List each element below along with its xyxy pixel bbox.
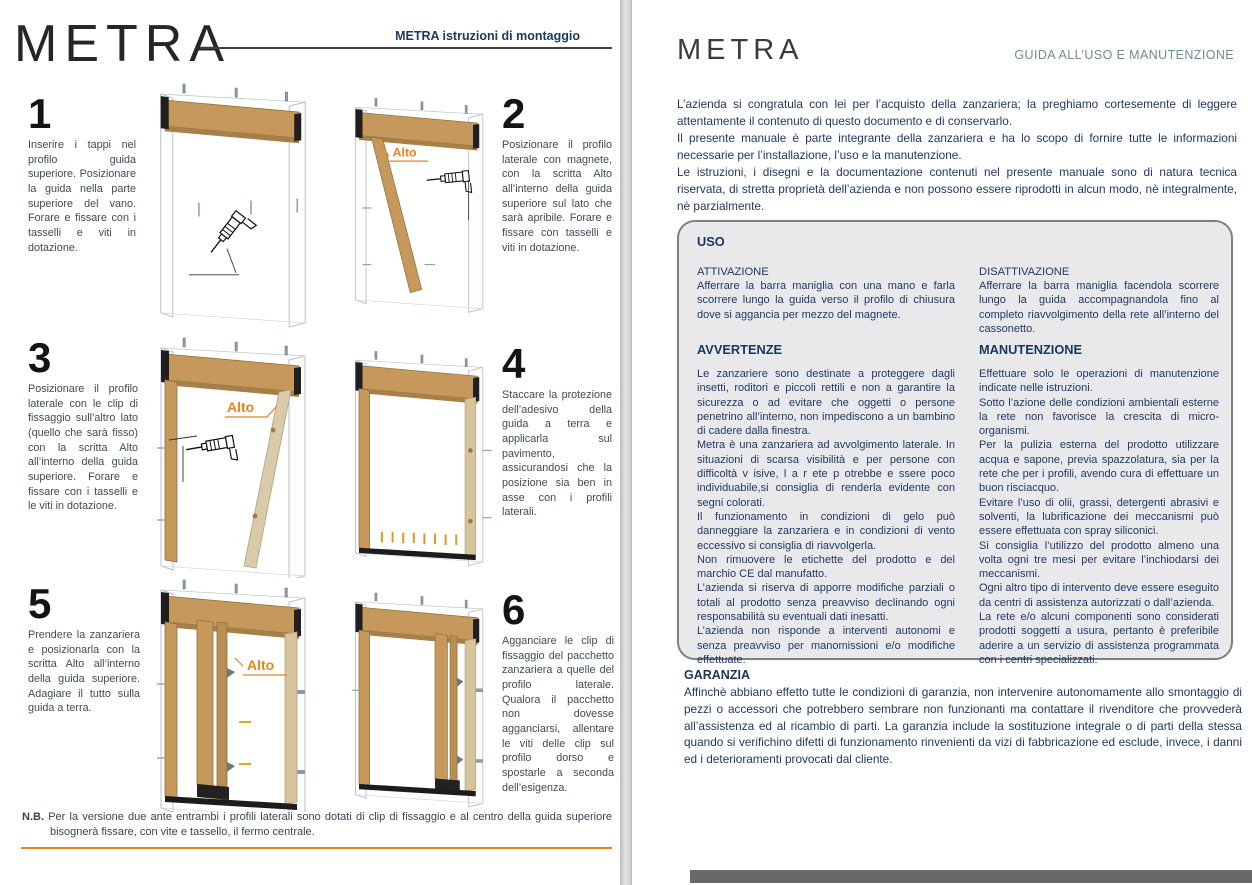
drill-icon: [426, 170, 471, 197]
intro-paragraphs: [677, 96, 1237, 215]
step-4-text: Staccare la protezione dell’adesivo della guida a terra e applicarla sul pavimento, assicurandosi che la posizione sia ben in asse con i profili laterali.: [502, 388, 612, 519]
note-label: N.B.: [22, 811, 44, 823]
attivazione-text: Afferrare la barra maniglia con una mano e farla scorrere lungo la guida verso il profilo di chiusura dove si aggancia per mezzo del magnete.: [697, 280, 955, 321]
step-5-number: 5: [28, 580, 52, 627]
drill-icon: [185, 435, 238, 468]
step-2-text: Posizionare il profilo laterale con magnete, con la scritta Alto all’interno della guida superiore sul lato che sarà apribile. Forare e fissare con tasselli e viti in dotazione.: [502, 138, 612, 254]
diagram-step-3: [138, 330, 330, 578]
avvertenze-p1: Le zanzariere sono destinate a proteggere dagli insetti, roditori e piccoli rettili e non a garantire la sicurezza o ad evitare che oggetti o persone penetrino all’interno, non impediscono a un bambino di cadere dalla finestra.: [697, 368, 955, 438]
avvertenze-p6: L’azienda non risponde a interventi autonomi e senza preavviso per manomissioni e/o modifiche effettuate.: [697, 625, 955, 666]
manutenzione-p1: Effettuare solo le operazioni di manutenzione indicate nelle istruzioni.: [979, 368, 1219, 395]
step-1-text: Inserire i tappi nel profilo guida superiore. Posizionare la guida nella parte superiore del vano. Forare e fissare con i tasselli e viti in dotazione.: [28, 138, 136, 254]
step-1-number: 1: [28, 90, 52, 137]
garanzia-title: GARANZIA: [684, 668, 750, 682]
garanzia-section: [684, 668, 1242, 768]
note-text: Per la versione due ante entrambi i profili laterali sono dotati di clip di fissaggio e al centro della guida superiore bisognerà fissare, con vite e tassello, il fermo centrale.: [48, 811, 612, 839]
step-4: [502, 340, 612, 520]
intro-p3: Le istruzioni, i disegni e la documentazione contenuti nel presente manuale sono di natura tecnica riservata, di stretta proprietà dell’azienda e non possono essere riprodotti in alcun modo, nè integralmente, nè parzialmente.: [677, 164, 1237, 213]
mesh-pack: [435, 634, 463, 792]
manutenzione-p4: Evitare l’uso di olii, grassi, detergenti abrasivi e solventi, la lubrificazione dei meccanismi può essere effettuata con spray siliconici.: [979, 496, 1219, 538]
alto-label: [235, 657, 287, 675]
manutenzione-p2: Sotto l’azione delle condizioni ambientali esterne la rete non favorisce la crescita di micro-organismi.: [979, 396, 1219, 438]
intro-p1: L’azienda si congratula con lei per l’acquisto della zanzariera; la preghiamo cortesemente di leggere attentamente il contenuto di questo documento e di conservarlo.: [677, 97, 1237, 128]
step-3-number: 3: [28, 334, 52, 381]
step-1: [28, 90, 136, 255]
step-6: [502, 586, 614, 795]
metra-logo-left: METRA: [14, 15, 231, 73]
header-rule: [200, 47, 612, 49]
svg-text:Alto: Alto: [227, 399, 255, 415]
avvertenze-title: AVVERTENZE: [697, 342, 783, 357]
page-montaggio: [0, 0, 620, 885]
disattivazione-title: DISATTIVAZIONE: [979, 266, 1070, 278]
uso-title: USO: [697, 234, 725, 249]
step-6-text: Agganciare le clip di fissaggio del pacchetto zanzariera a quelle del profilo laterale. Qualora il pacchetto non dovesse agganciarsi, allentare le viti delle clip sul profilo dorso e spostarle a seconda dell’esigenza.: [502, 634, 614, 794]
floor-guide: [359, 548, 476, 560]
right-profile: [465, 397, 476, 556]
uso-section: [697, 234, 955, 249]
note-block: [22, 810, 612, 841]
footer-bar: [690, 870, 1252, 883]
attivazione-section: [697, 266, 955, 322]
diagram-step-2: [336, 76, 504, 332]
disattivazione-section: [979, 266, 1219, 336]
avvertenze-p2: Metra è una zanzariera ad avvolgimento laterale. In situazioni di scarsa visibilità e per persone con difficoltà v isive, l a r ete p otrebbe e ssere poco individuabile,si consiglia di renderla evidente con segni colorati.: [697, 439, 955, 509]
guide-header-title: GUIDA ALL’USO E MANUTENZIONE: [1014, 48, 1234, 62]
step-3-text: Posizionare il profilo laterale con le clip di fissaggio sull’altro lato (quello che sarà fisso) con la scritta Alto all’interno della guida superiore. Forare e fissare con i tasselli e le viti in dotazione.: [28, 382, 138, 513]
step-5: [28, 580, 140, 716]
manutenzione-p7: La rete e/o alcuni componenti sono considerati prodotti soggetti a usura, pertanto è preferibile aderire a un servizio di assistenza programmata con i centri specializzati.: [979, 611, 1219, 666]
left-profile: [165, 380, 177, 562]
avvertenze-section: [697, 342, 955, 667]
footer-rule-orange: [21, 847, 612, 849]
alto-label: [382, 144, 428, 161]
garanzia-text: Affinchè abbiano effetto tutte le condizioni di garanzia, non intervenire autonomamente allo smontaggio di pezzi o accessori che potrebbero sembrare non funzionanti ma contattare il rivenditore che provvederà all’assistenza ed al ricambio di parti. La garanzia include la sostituzione integrale o di parti della stessa quando si verifichino difetti di funzionamento rinvenienti da vizi di fabbricazione ed esclude, invece, i danni ed i deterioramenti provocati dal cliente.: [684, 685, 1242, 766]
step-5-text: Prendere la zanzariera e posizionarla con la scritta Alto all’interno della guida superiore. Adagiare il tutto sulla guida a terra.: [28, 628, 140, 715]
step-2: [502, 90, 612, 255]
metra-logo-right: METRA: [677, 34, 804, 66]
manutenzione-p5: Si consiglia l’utilizzo del prodotto almeno una volta ogni tre mesi per evitare l’inchiodarsi dei meccanismi.: [979, 539, 1219, 581]
alto-label: [225, 399, 277, 417]
floor-adhesive-marks: [382, 532, 456, 545]
intro-p2: Il presente manuale è parte integrante della zanzariera e ha lo scopo di fornire tutte le informazioni necessarie per l’installazione, l’uso e la manutenzione.: [677, 130, 1237, 162]
svg-text:Alto: Alto: [392, 145, 417, 160]
disattivazione-text: Afferrare la barra maniglia facendola scorrere lungo la guida accompagnandola fino al completo riavvolgimento della rete all’interno del cassonetto.: [979, 280, 1219, 335]
page-uso-manutenzione: [632, 0, 1252, 885]
attivazione-title: ATTIVAZIONE: [697, 266, 769, 278]
manutenzione-p3: Per la pulizia esterna del prodotto utilizzare acqua e sapone, previa spazzolatura, sia per la rete che per i profili, avendo cura di effettuare un buon risciacquo.: [979, 439, 1219, 495]
avvertenze-p4: Non rimuovere le etichette del prodotto e del marchio CE dal manufatto.: [697, 553, 955, 581]
mesh-pack: [197, 620, 235, 800]
manutenzione-p6: Ogni altro tipo di intervento deve essere eseguito da centri di assistenza autorizzati o dall’azienda.: [979, 582, 1219, 609]
uso-box: [677, 220, 1233, 666]
manutenzione-title: MANUTENZIONE: [979, 342, 1083, 357]
avvertenze-p3: Il funzionamento in condizioni di gelo può danneggiare la zanzariera e in condizioni di vento eccessivo si consiglia di riavvolgerla.: [697, 510, 955, 552]
avvertenze-p5: L’azienda si riserva di apporre modifiche parziali o totali al prodotto senza preavviso declinando ogni responsabilità su eventuali dati inesatti.: [697, 582, 955, 624]
diagram-step-1: [138, 76, 330, 332]
diagram-step-5: [138, 572, 330, 812]
step-4-number: 4: [502, 340, 526, 387]
step-6-number: 6: [502, 586, 526, 633]
svg-text:Alto: Alto: [247, 657, 275, 673]
montaggio-header-title: METRA istruzioni di montaggio: [395, 29, 580, 43]
drill-icon: [206, 210, 256, 264]
page-divider: [620, 0, 632, 885]
step-2-number: 2: [502, 90, 526, 137]
diagram-step-6: [336, 572, 504, 812]
step-3: [28, 334, 138, 514]
left-profile: [359, 389, 370, 550]
diagram-step-4: [336, 330, 504, 578]
manutenzione-section: [979, 342, 1219, 667]
floor-guide: [165, 796, 297, 810]
